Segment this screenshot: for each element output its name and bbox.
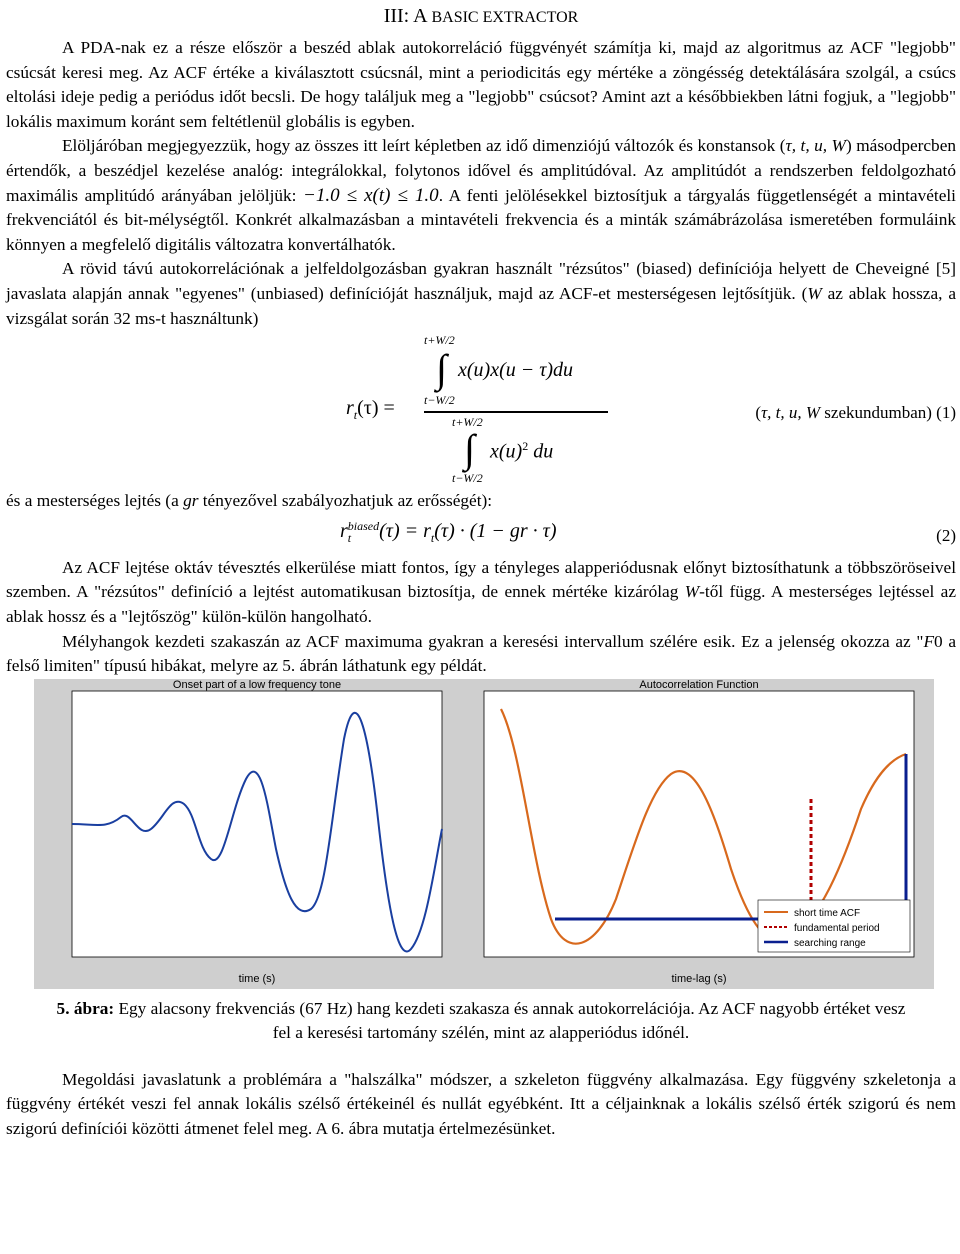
figure-5 (6, 679, 956, 989)
paragraph-2: Elöljáróban megjegyezzük, hogy az összes itt leírt képletben az idő dimenziójú változók és konstansok (τ, t, u, W) másodpercben értendők, a beszédjel kezelése analóg: integrálokkal, folytonos idővel és amplitúdóval. Az amplitúdót a rendszerben feldolgozható maximális amplitúdó arányában jelöljük: −1.0 ≤ x(t) ≤ 1.0. A fenti jelölésekkel biztosítjuk a tárgyalás függetlenségét a mintavételi frekvenciától és bit-mélységtől. Konkrét alkalmazásban a mintavételi frekvencia és a minták számábrázolása ismeretében formuláink könnyen a megfelelő digitális változatra konvertálhatók. (6, 136, 957, 254)
paragraph-4: és a mesterséges lejtés (a gr tényezővel szabályozhatjuk az erősségét): (6, 491, 493, 511)
paragraph-5: Az ACF lejtése oktáv tévesztés elkerülése miatt fontos, így a tényleges alapperiódusnak előnyt biztosíthatunk a többszöröseivel szemben. A "rézsútos" definíció a lejtést automatikusan biztosítja, de ennek mértéke kizárólag W-től függ. A mesterséges lejtéssel az ablak hossz és a "lejtőszög" külön-külön hangolható. (6, 557, 957, 626)
lower-limit-2: t−W/2 (452, 471, 483, 486)
equation-1-lhs: $r_t(\tau)$ = (346, 397, 395, 423)
integral-sign-2: ∫ (464, 426, 475, 472)
section-title: III: A BASIC EXTRACTOR (383, 5, 579, 27)
figure-5-svg (6, 679, 956, 989)
paragraph-6: Mélyhangok kezdeti szakaszán az ACF maximuma gyakran a keresési intervallum szélére esik. Ez a jelenség okozza az "F0 a felső limiten" típusú hibákat, melyre az 5. ábrán láthatunk egy példát. (6, 631, 957, 676)
upper-limit-1: t+W/2 (424, 333, 455, 348)
page (6, 0, 956, 1142)
legend-fundamental-label: fundamental period (794, 922, 880, 934)
fraction-line (424, 411, 608, 413)
numerator: x(u)x(u − τ)du (458, 359, 574, 382)
equation-2 (6, 514, 956, 556)
right-plot-title: Autocorrelation Function (639, 678, 759, 691)
equation-2-body: r biased t $(\tau) = r_t(\tau) \cdot (1$ − gr · τ) (340, 519, 557, 546)
denominator: $x(u)^2$ du (490, 439, 554, 463)
equation-1-note: (τ, t, u, W szekundumban) (1) (755, 403, 956, 423)
paragraph-3: A rövid távú autokorrelációnak a jelfeldolgozásban gyakran használt "rézsútos" (biased) definíciója helyett de Cheveigné [5] javaslata alapján annak "egyenes" (unbiased) definícióját használjuk, majd az ACF-et mesterségesen lejtősítjük. (W az ablak hossza, a vizsgálat során 32 ms-t használtunk) (6, 259, 956, 328)
left-plot-title: Onset part of a low frequency tone (172, 678, 342, 691)
left-plot-frame (72, 691, 442, 957)
integral-sign-1: ∫ (436, 346, 447, 392)
right-plot-xlabel: time-lag (s) (671, 972, 727, 985)
upper-limit-2: t+W/2 (452, 415, 483, 430)
lower-limit-1: t−W/2 (424, 393, 455, 408)
legend-range-label: searching range (794, 937, 866, 949)
figure-caption: 5. ábra: Egy alacsony frekvenciás (67 Hz) hang kezdeti szakasza és annak autokorrelációja. Az ACF nagyobb értéket vesz fel a keresési tartomány szélén, mint az alapperiódus időnél. (56, 998, 906, 1043)
equation-2-number: (2) (936, 525, 956, 545)
equation-1 (6, 331, 956, 489)
legend-acf-label: short time ACF (794, 907, 861, 919)
paragraph-1: A PDA-nak ez a része először a beszéd ablak autokorreláció függvényét számítja ki, majd az algoritmus az ACF "legjobb" csúcsát keresi meg. Az ACF értéke a kiválasztott csúcsnál, mint a periodicitás egy mértéke a zöngésség detektálására szolgál, a csúcs eltolási ideje pedig a periódus időt becsli. De hogy találjuk meg a "legjobb" csúcsot? Amint azt a későbbiekben látni fogjuk, a "legjobb" lokális maximum koránt sem feltétlenül globális is egyben. (6, 38, 956, 131)
amplitude-range-formula: −1.0 ≤ x(t) ≤ 1.0 (303, 184, 439, 206)
paragraph-7: Megoldási javaslatunk a problémára a "halszálka" módszer, a szkeleton függvény alkalmazása. Egy függvény szkeletonja a függvény értékét veszi fel annak lokális szélső értékeinél és nullát egyébként. Itt a céljainknak a lokális szélső érték szigorú és nem szigorú definíciói közötti átmenet felel meg. A 6. ábra mutatja értelmezésünket. (6, 1069, 956, 1139)
left-plot-xlabel: time (s) (238, 972, 276, 985)
